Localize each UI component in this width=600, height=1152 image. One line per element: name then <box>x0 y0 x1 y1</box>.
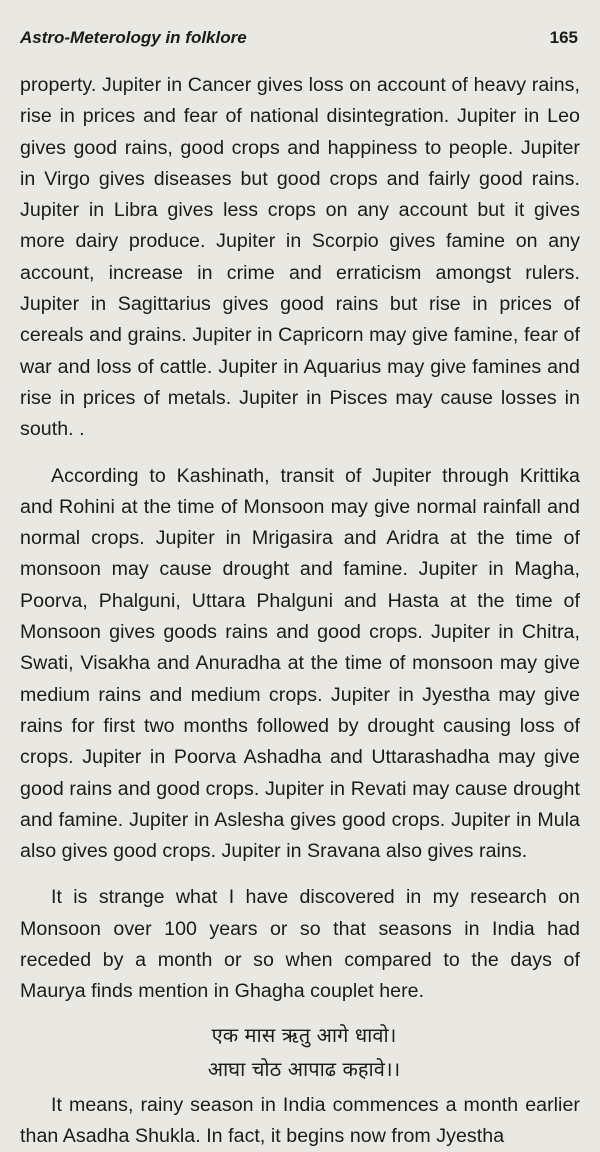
paragraph-kashinath: According to Kashinath, transit of Jupiter through Krittika and Rohini at the time of Monsoon may give normal rainfall and normal crops. Jupiter in Mrigasira and Aridra at the time of monsoon may cause drought and famine. Jupiter in Magha, Poorva, Phalguni, Uttara Phalguni and Hasta at the time of Monsoon gives goods rains and good crops. Jupiter in Chitra, Swati, Visakha and Anuradha at the time of monsoon may give medium rains and medium crops. Jupiter in Jyestha may give rains for first two months followed by drought causing loss of crops. Jupiter in Poorva Ashadha and Uttarashadha may give good rains and good crops. Jupiter in Revati may cause drought and famine. Jupiter in Aslesha gives good crops. Jupiter in Mula also gives good crops. Jupiter in Sravana also gives rains. <box>20 464 580 863</box>
couplet-line-2: आघा चोठ आपाढ कहावे।। <box>207 1056 401 1081</box>
running-head <box>20 26 578 50</box>
paragraph-research: It is strange what I have discovered in my research on Monsoon over 100 years or so that seasons in India had receded by a month or so when compared to the days of Maurya finds mention in Ghagha couplet here. <box>20 886 580 1003</box>
chapter-title: Astro-Meterology in folklore <box>20 28 247 47</box>
body-text <box>20 70 580 1152</box>
paragraph-closing: It means, rainy season in India commences a month earlier than Asadha Shukla. In fact, it begins now from Jyestha <box>20 1093 580 1147</box>
paragraph-jupiter-signs: property. Jupiter in Cancer gives loss on account of heavy rains, rise in prices and fear of national disintegration. Jupiter in Leo gives good rains, good crops and happiness to people. Jupiter in Virgo gives diseases but good crops and fairly good rains. Jupiter in Libra gives less crops on any account but it gives more dairy produce. Jupiter in Scorpio gives famine on any account, increase in crime and erraticism amongst rulers. Jupiter in Sagittarius gives good rains but rise in prices of cereals and grains. Jupiter in Capricorn may give famine, fear of war and loss of cattle. Jupiter in Aquarius may give famines and rise in prices of metals. Jupiter in Pisces may cause losses in south. . <box>20 74 580 441</box>
hindi-couplet <box>20 1018 580 1086</box>
couplet-line-1: एक मास ऋतु आगे धावो। <box>211 1022 397 1047</box>
page-number: 165 <box>549 28 578 47</box>
